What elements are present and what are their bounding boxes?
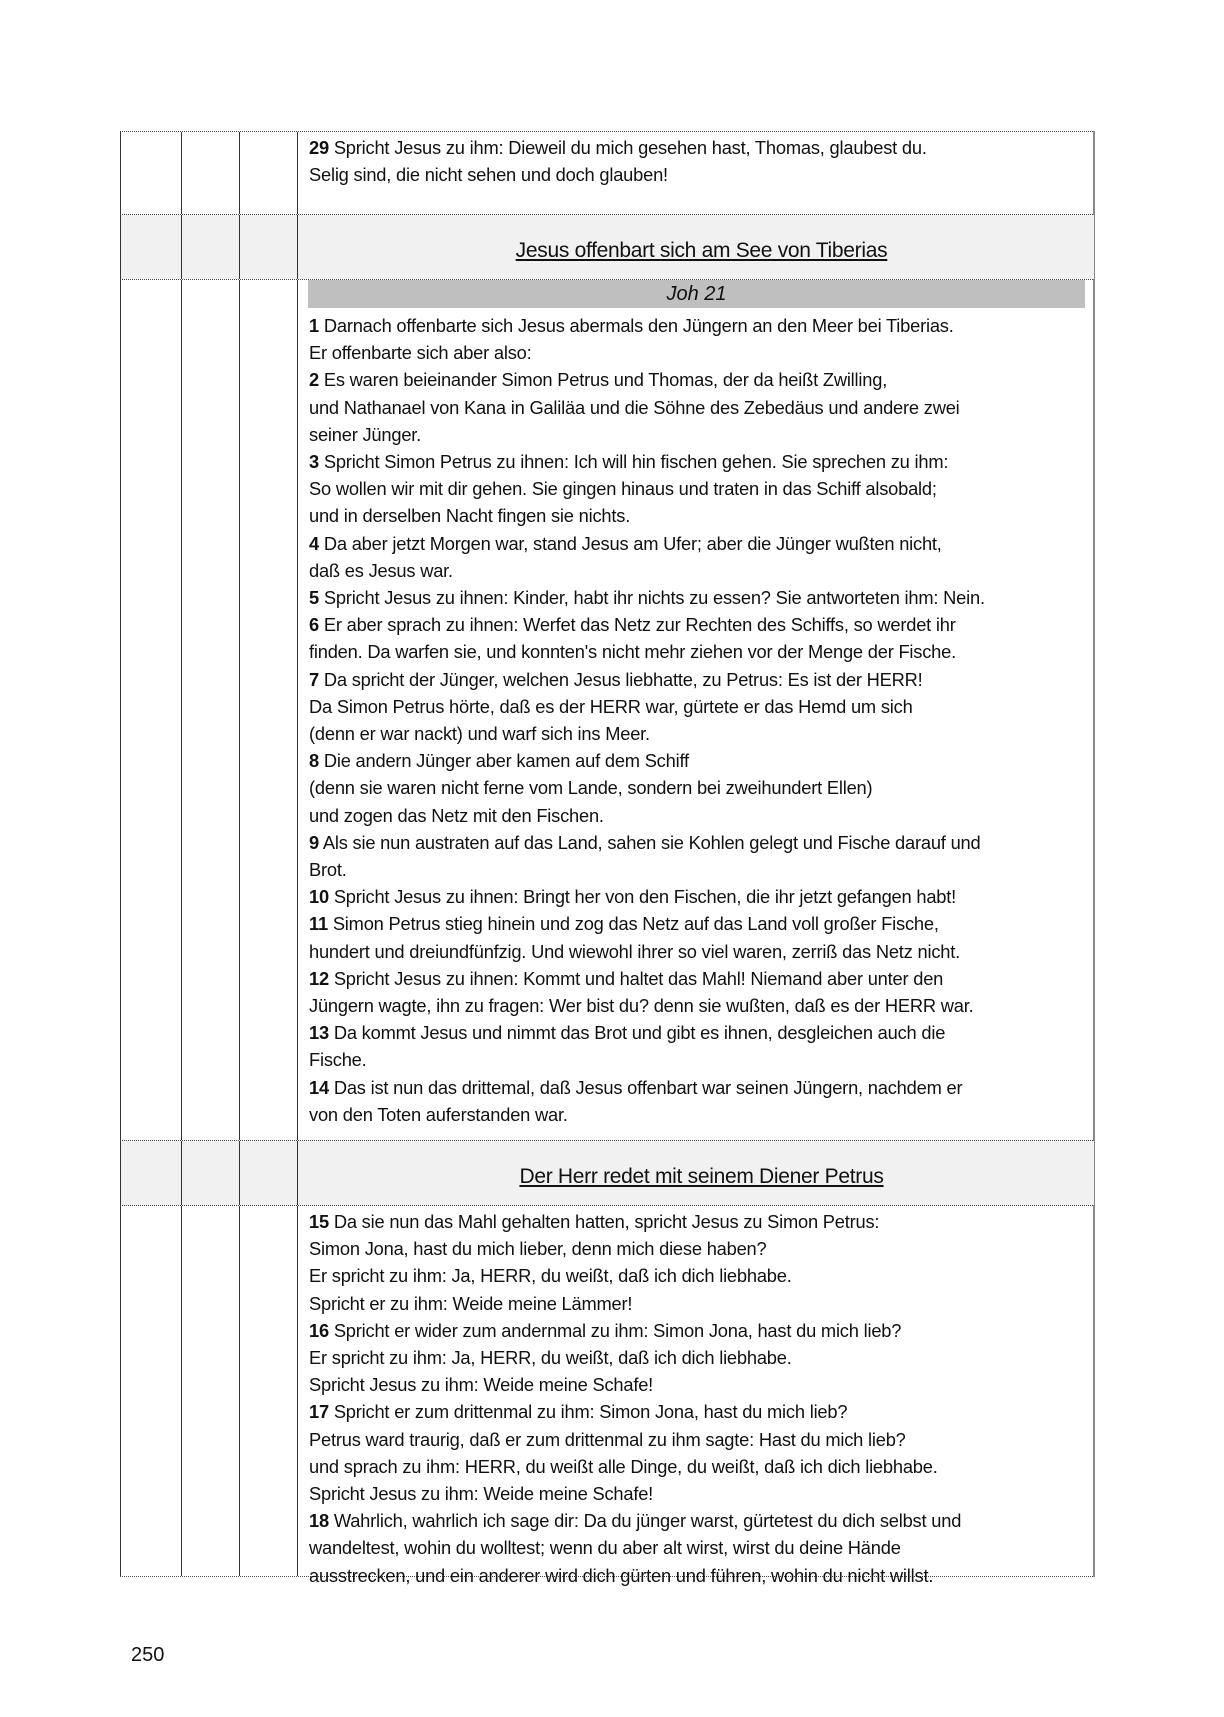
- verse-line: [309, 161, 1094, 188]
- verse-row: [120, 131, 1093, 214]
- verse-line-text: und zogen das Netz mit den Fischen.: [309, 804, 604, 826]
- verse-number: 5: [309, 587, 319, 609]
- verse-number: 12: [309, 967, 329, 989]
- verse-line: [309, 666, 1094, 693]
- verse-line: [309, 965, 1094, 992]
- empty-column-cell-3: [239, 132, 297, 214]
- verse-line: [309, 339, 1094, 366]
- verse-line: [309, 1426, 1094, 1453]
- verse-line: [309, 475, 1094, 502]
- verse-line-text: Er spricht zu ihm: Ja, HERR, du weißt, daß ich dich liebhabe.: [309, 1347, 792, 1369]
- empty-column-cell-1: [120, 1206, 181, 1576]
- verse-line-text: Simon Jona, hast du mich lieber, denn mich diese haben?: [309, 1238, 767, 1260]
- verse-line: [309, 856, 1094, 883]
- verse-line-text: ausstrecken, und ein anderer wird dich gürten und führen, wohin du nicht willst.: [309, 1564, 934, 1586]
- verse-line-text: Selig sind, die nicht sehen und doch glauben!: [309, 164, 668, 186]
- verse-line: [309, 1046, 1094, 1073]
- verse-line-text: und Nathanael von Kana in Galiläa und die Söhne des Zebedäus und andere zwei: [309, 396, 960, 418]
- verse-line: [309, 421, 1094, 448]
- verse-number: 1: [309, 315, 319, 336]
- verse-row: [120, 1205, 1093, 1586]
- content-cell: [297, 280, 1094, 1140]
- verse-line-text: daß es Jesus war.: [309, 559, 453, 581]
- verse-text: [309, 312, 1094, 1128]
- verse-line: [309, 1344, 1094, 1371]
- verse-line: [309, 1074, 1094, 1101]
- chapter-reference-bar: Joh 21: [308, 280, 1085, 308]
- verse-line-text: Da spricht der Jünger, welchen Jesus liebhatte, zu Petrus: Es ist der HERR!: [318, 668, 923, 690]
- empty-column-cell-1: [120, 280, 181, 1140]
- empty-column-cell-3: [239, 1206, 297, 1576]
- verse-line-text: (denn sie waren nicht ferne vom Lande, sondern bei zweihundert Ellen): [309, 777, 873, 799]
- verse-line: [309, 720, 1094, 747]
- verse-number: 13: [309, 1022, 329, 1044]
- verse-text: [309, 1208, 1094, 1589]
- verse-line-text: Spricht er wider zum andernmal zu ihm: Simon Jona, hast du mich lieb?: [328, 1319, 902, 1341]
- verse-line-text: Als sie nun austraten auf das Land, sahen sie Kohlen gelegt und Fische darauf und: [318, 831, 981, 853]
- verse-line-text: finden. Da warfen sie, und konnten's nicht mehr ziehen vor der Menge der Fische.: [309, 641, 956, 663]
- verse-line-text: Spricht Jesus zu ihm: Weide meine Schafe!: [309, 1374, 654, 1396]
- verse-line-text: Brot.: [309, 859, 347, 881]
- verse-line: [309, 638, 1094, 665]
- empty-column-cell-2: [181, 1206, 239, 1576]
- verse-line-text: Wahrlich, wahrlich ich sage dir: Da du jünger warst, gürtetest du dich selbst und: [328, 1510, 962, 1532]
- verse-line-text: Spricht Simon Petrus zu ihnen: Ich will hin fischen gehen. Sie sprechen zu ihm:: [318, 451, 949, 473]
- verse-number: 10: [309, 886, 329, 908]
- empty-column-cell-1: [120, 1141, 181, 1205]
- verse-number: 16: [309, 1319, 329, 1341]
- content-cell: [297, 1141, 1094, 1205]
- verse-line: [309, 502, 1094, 529]
- verse-line: [309, 394, 1094, 421]
- verse-line-text: Fische.: [309, 1049, 367, 1071]
- verse-line: [309, 1101, 1094, 1128]
- verse-line: [309, 938, 1094, 965]
- verse-number: 3: [309, 451, 319, 473]
- section-title: Der Herr redet mit seinem Diener Petrus: [519, 1165, 884, 1188]
- verse-line: [309, 530, 1094, 557]
- verse-number: 4: [309, 532, 319, 554]
- empty-column-cell-3: [239, 215, 297, 279]
- content-cell: [297, 1206, 1094, 1586]
- verse-line-text: wandeltest, wohin du wolltest; wenn du aber alt wirst, wirst du deine Hände: [309, 1537, 901, 1559]
- verse-line-text: Spricht er zum drittenmal zu ihm: Simon Jona, hast du mich lieb?: [328, 1401, 848, 1423]
- empty-column-cell-3: [239, 1141, 297, 1205]
- verse-number: 15: [309, 1211, 329, 1232]
- section-heading-row: [120, 1140, 1093, 1205]
- verse-line-text: Da kommt Jesus und nimmt das Brot und gibt es ihnen, desgleichen auch die: [328, 1022, 946, 1044]
- verse-line: [309, 829, 1094, 856]
- empty-column-cell-1: [120, 215, 181, 279]
- verse-line: [309, 1562, 1094, 1589]
- empty-column-cell-3: [239, 280, 297, 1140]
- verse-line: [309, 1371, 1094, 1398]
- empty-column-cell-2: [181, 132, 239, 214]
- verse-number: 9: [309, 831, 319, 853]
- verse-line: [309, 1208, 1094, 1235]
- verse-line: [309, 992, 1094, 1019]
- verse-line-text: Petrus ward traurig, daß er zum drittenmal zu ihm sagte: Hast du mich lieb?: [309, 1428, 906, 1450]
- verse-line: [309, 1534, 1094, 1561]
- verse-number: 14: [309, 1076, 329, 1098]
- verse-line-text: Spricht Jesus zu ihnen: Bringt her von den Fischen, die ihr jetzt gefangen habt!: [328, 886, 957, 908]
- verse-number: 7: [309, 668, 319, 690]
- verse-line: [309, 1507, 1094, 1534]
- verse-line-text: Er aber sprach zu ihnen: Werfet das Netz zur Rechten des Schiffs, so werdet ihr: [318, 614, 956, 636]
- verse-line: [309, 366, 1094, 393]
- verse-line-text: Spricht Jesus zu ihnen: Kinder, habt ihr nichts zu essen? Sie antworteten ihm: Nein.: [318, 587, 985, 609]
- verse-line: [309, 1235, 1094, 1262]
- verse-line-text: Das ist nun das drittemal, daß Jesus offenbart war seinen Jüngern, nachdem er: [328, 1076, 963, 1098]
- verse-number: 29: [309, 137, 329, 158]
- content-cell: [297, 132, 1094, 214]
- verse-line: [309, 1453, 1094, 1480]
- verse-row: [120, 279, 1093, 1140]
- verse-line: [309, 774, 1094, 801]
- verse-line: [309, 1317, 1094, 1344]
- section-title: Jesus offenbart sich am See von Tiberias: [515, 239, 888, 262]
- verse-line-text: Spricht er zu ihm: Weide meine Lämmer!: [309, 1292, 633, 1314]
- verse-line-text: und sprach zu ihm: HERR, du weißt alle Dinge, du weißt, daß ich dich liebhabe.: [309, 1455, 938, 1477]
- verse-line: [309, 584, 1094, 611]
- verse-line: [309, 883, 1094, 910]
- page-number: 250: [131, 1644, 165, 1666]
- verse-text: [309, 134, 1094, 188]
- verse-line: [309, 1480, 1094, 1507]
- verse-line: [309, 557, 1094, 584]
- verse-line-text: Es waren beieinander Simon Petrus und Thomas, der da heißt Zwilling,: [318, 369, 888, 391]
- verse-line-text: seiner Jünger.: [309, 423, 422, 445]
- empty-column-cell-1: [120, 132, 181, 214]
- verse-number: 2: [309, 369, 319, 391]
- content-cell: [297, 215, 1094, 279]
- verse-number: 11: [309, 913, 328, 935]
- verse-number: 6: [309, 614, 319, 636]
- verse-line-text: Da aber jetzt Morgen war, stand Jesus am Ufer; aber die Jünger wußten nicht,: [318, 532, 942, 554]
- scripture-table: [120, 131, 1095, 1586]
- verse-line-text: hundert und dreiundfünfzig. Und wiewohl ihrer so viel waren, zerriß das Netz nicht.: [309, 940, 960, 962]
- verse-line: [309, 693, 1094, 720]
- empty-column-cell-2: [181, 280, 239, 1140]
- verse-line-text: So wollen wir mit dir gehen. Sie gingen hinaus und traten in das Schiff alsobald;: [309, 478, 937, 500]
- verse-line: [309, 1398, 1094, 1425]
- verse-line-text: von den Toten auferstanden war.: [309, 1103, 568, 1125]
- verse-line: [309, 910, 1094, 937]
- verse-line: [309, 802, 1094, 829]
- verse-line-text: (denn er war nackt) und warf sich ins Meer.: [309, 723, 650, 745]
- verse-number: 17: [309, 1401, 329, 1423]
- verse-line-text: Er spricht zu ihm: Ja, HERR, du weißt, daß ich dich liebhabe.: [309, 1265, 792, 1287]
- verse-line-text: Da sie nun das Mahl gehalten hatten, spricht Jesus zu Simon Petrus:: [328, 1211, 880, 1232]
- verse-line-text: Er offenbarte sich aber also:: [309, 342, 532, 364]
- verse-line-text: Spricht Jesus zu ihm: Dieweil du mich gesehen hast, Thomas, glaubest du.: [328, 137, 927, 158]
- verse-line-text: Da Simon Petrus hörte, daß es der HERR war, gürtete er das Hemd um sich: [309, 695, 913, 717]
- verse-line: [309, 134, 1094, 161]
- verse-line-text: Simon Petrus stieg hinein und zog das Netz auf das Land voll großer Fische,: [327, 913, 939, 935]
- verse-line: [309, 611, 1094, 638]
- verse-line: [309, 448, 1094, 475]
- verse-line-text: Spricht Jesus zu ihnen: Kommt und haltet das Mahl! Niemand aber unter den: [328, 967, 944, 989]
- verse-line: [309, 312, 1094, 339]
- verse-line-text: Jüngern wagte, ihn zu fragen: Wer bist du? denn sie wußten, daß es der HERR war.: [309, 995, 974, 1017]
- verse-number: 8: [309, 750, 319, 772]
- verse-line-text: Die andern Jünger aber kamen auf dem Schiff: [318, 750, 689, 772]
- empty-column-cell-2: [181, 1141, 239, 1205]
- verse-line: [309, 1290, 1094, 1317]
- verse-line: [309, 1262, 1094, 1289]
- verse-number: 18: [309, 1510, 329, 1532]
- verse-line-text: Spricht Jesus zu ihm: Weide meine Schafe!: [309, 1483, 654, 1505]
- empty-column-cell-2: [181, 215, 239, 279]
- section-heading-row: [120, 214, 1093, 279]
- verse-line-text: Darnach offenbarte sich Jesus abermals den Jüngern an den Meer bei Tiberias.: [318, 315, 954, 336]
- verse-line: [309, 1019, 1094, 1046]
- verse-line: [309, 747, 1094, 774]
- verse-line-text: und in derselben Nacht fingen sie nichts.: [309, 505, 631, 527]
